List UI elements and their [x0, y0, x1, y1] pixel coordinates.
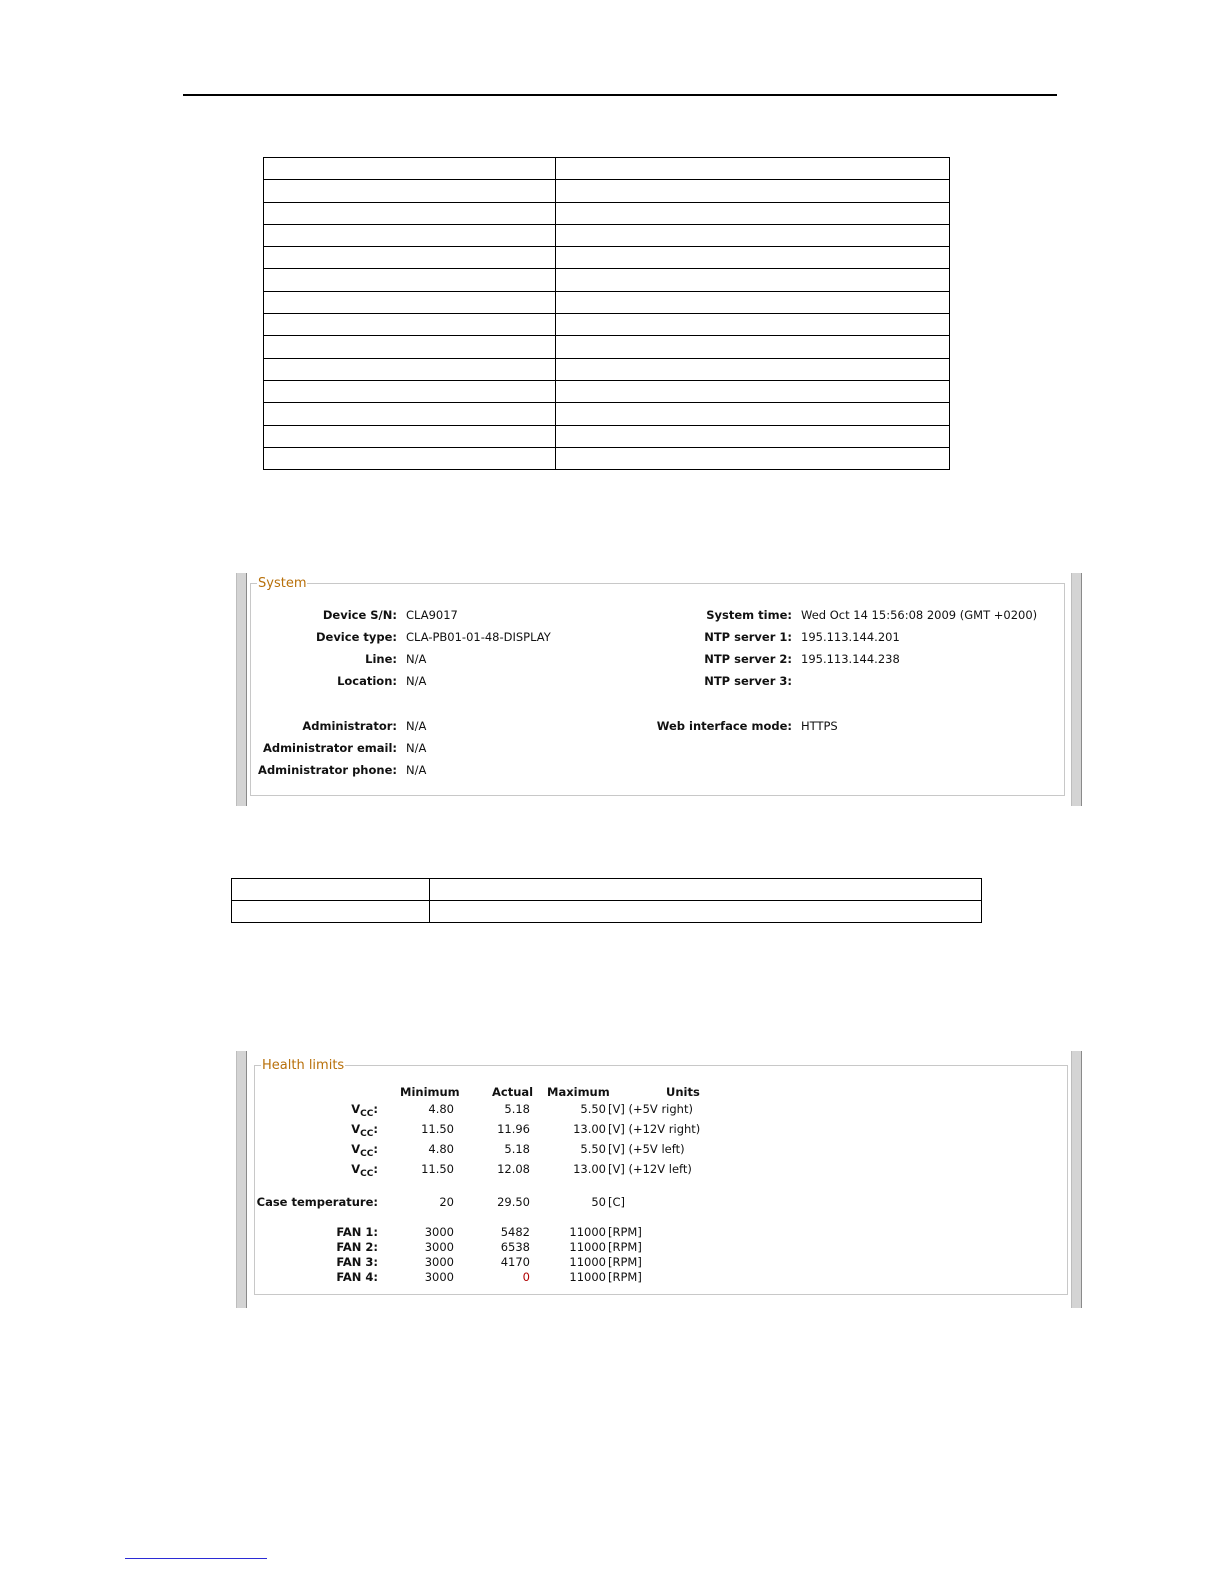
actual-value: 0 — [522, 1270, 530, 1284]
field-value: 195.113.144.238 — [801, 652, 900, 666]
table-row — [264, 314, 950, 336]
header-units: Units — [666, 1085, 700, 1099]
actual-value: 6538 — [500, 1240, 530, 1254]
maximum-value: 50 — [591, 1195, 606, 1209]
table-cell — [556, 269, 950, 291]
table-cell — [264, 425, 556, 447]
actual-value: 11.96 — [497, 1122, 530, 1136]
blank-table-1 — [263, 157, 950, 470]
actual-value: 5482 — [500, 1225, 530, 1239]
table-cell — [556, 447, 950, 469]
blank-table-2 — [231, 878, 982, 923]
table-cell — [556, 425, 950, 447]
table-cell — [264, 158, 556, 180]
table-row — [264, 269, 950, 291]
health-legend: Health limits — [262, 1058, 345, 1073]
field-label: Location: — [337, 674, 397, 688]
table-row — [264, 403, 950, 425]
table-cell — [556, 358, 950, 380]
header-maximum: Maximum — [547, 1085, 610, 1099]
unit-label: [RPM] — [608, 1225, 642, 1239]
table-cell — [556, 336, 950, 358]
unit-label: [V] (+12V left) — [608, 1162, 692, 1176]
table-cell — [264, 224, 556, 246]
table-cell — [264, 202, 556, 224]
field-label: Administrator phone: — [258, 763, 397, 777]
table-cell — [556, 314, 950, 336]
unit-label: [RPM] — [608, 1255, 642, 1269]
table-cell — [264, 314, 556, 336]
actual-value: 29.50 — [497, 1195, 530, 1209]
maximum-value: 11000 — [569, 1270, 606, 1284]
field-value: HTTPS — [801, 719, 838, 733]
field-value: N/A — [406, 741, 427, 755]
maximum-value: 13.00 — [573, 1162, 606, 1176]
minimum-value: 3000 — [424, 1240, 454, 1254]
field-value: 195.113.144.201 — [801, 630, 900, 644]
minimum-value: 4.80 — [428, 1102, 454, 1116]
minimum-value: 3000 — [424, 1225, 454, 1239]
minimum-value: 11.50 — [421, 1122, 454, 1136]
footnote-link-rule — [125, 1558, 267, 1559]
table-row — [264, 247, 950, 269]
minimum-value: 11.50 — [421, 1162, 454, 1176]
table-cell — [264, 291, 556, 313]
table-cell — [556, 224, 950, 246]
table-cell — [264, 403, 556, 425]
unit-label: [V] (+5V right) — [608, 1102, 693, 1116]
field-label: Line: — [365, 652, 397, 666]
field-value: N/A — [406, 719, 427, 733]
table-cell — [264, 447, 556, 469]
actual-value: 5.18 — [504, 1102, 530, 1116]
table-cell — [556, 158, 950, 180]
minimum-value: 4.80 — [428, 1142, 454, 1156]
unit-label: [C] — [608, 1195, 626, 1209]
fan-label: FAN 1: — [336, 1225, 378, 1239]
table-cell — [264, 247, 556, 269]
field-value: Wed Oct 14 15:56:08 2009 (GMT +0200) — [801, 608, 1038, 622]
field-label: Device S/N: — [322, 608, 397, 622]
vcc-label: $V_{CC}$: — [351, 1122, 378, 1139]
field-label: Web interface mode: — [656, 719, 792, 733]
field-value: N/A — [406, 674, 427, 688]
table-row — [264, 291, 950, 313]
vcc-label: $V_{CC}$: — [351, 1102, 378, 1119]
table-cell — [556, 247, 950, 269]
table-cell — [264, 269, 556, 291]
health-panel — [236, 1051, 1082, 1308]
table-cell — [264, 336, 556, 358]
unit-label: [RPM] — [608, 1240, 642, 1254]
table-row — [232, 901, 982, 923]
maximum-value: 5.50 — [580, 1102, 606, 1116]
fan-label: FAN 4: — [336, 1270, 378, 1284]
actual-value: 5.18 — [504, 1142, 530, 1156]
header-actual: Actual — [492, 1085, 534, 1099]
table-cell — [556, 202, 950, 224]
table-row — [264, 202, 950, 224]
field-value: N/A — [406, 652, 427, 666]
fan-label: FAN 2: — [336, 1240, 378, 1254]
field-value: N/A — [406, 763, 427, 777]
panel-left-bar — [236, 573, 247, 806]
vcc-label: $V_{CC}$: — [351, 1162, 378, 1179]
table-cell — [556, 180, 950, 202]
field-label: Administrator email: — [262, 741, 397, 755]
system-panel — [236, 573, 1082, 806]
header-minimum: Minimum — [400, 1085, 460, 1099]
actual-value: 12.08 — [497, 1162, 530, 1176]
field-label: NTP server 3: — [704, 674, 792, 688]
panel-left-bar — [236, 1051, 247, 1308]
system-legend: System — [258, 576, 307, 591]
panel-right-bar — [1071, 573, 1082, 806]
table-cell — [264, 180, 556, 202]
table-row — [264, 425, 950, 447]
actual-value: 4170 — [500, 1255, 530, 1269]
table-row — [264, 180, 950, 202]
case-temperature-label: Case temperature: — [256, 1195, 378, 1209]
table-row — [264, 358, 950, 380]
table-cell — [556, 403, 950, 425]
maximum-value: 11000 — [569, 1225, 606, 1239]
unit-label: [RPM] — [608, 1270, 642, 1284]
maximum-value: 11000 — [569, 1255, 606, 1269]
field-value: CLA-PB01-01-48-DISPLAY — [406, 630, 551, 644]
field-label: System time: — [706, 608, 792, 622]
table-cell — [556, 380, 950, 402]
table-row — [264, 336, 950, 358]
field-label: NTP server 2: — [704, 652, 792, 666]
table-cell — [556, 291, 950, 313]
minimum-value: 3000 — [424, 1270, 454, 1284]
vcc-label: $V_{CC}$: — [351, 1142, 378, 1159]
maximum-value: 11000 — [569, 1240, 606, 1254]
minimum-value: 3000 — [424, 1255, 454, 1269]
maximum-value: 5.50 — [580, 1142, 606, 1156]
field-label: Administrator: — [302, 719, 397, 733]
table-row — [264, 447, 950, 469]
field-value: CLA9017 — [406, 608, 458, 622]
minimum-value: 20 — [439, 1195, 454, 1209]
table-row — [232, 879, 982, 901]
unit-label: [V] (+5V left) — [608, 1142, 685, 1156]
table-row — [264, 380, 950, 402]
maximum-value: 13.00 — [573, 1122, 606, 1136]
table-row — [264, 158, 950, 180]
header-rule — [183, 94, 1057, 96]
unit-label: [V] (+12V right) — [608, 1122, 701, 1136]
table-row — [264, 224, 950, 246]
table-cell — [264, 358, 556, 380]
panel-right-bar — [1071, 1051, 1082, 1308]
table-cell — [264, 380, 556, 402]
field-label: Device type: — [315, 630, 397, 644]
field-label: NTP server 1: — [704, 630, 792, 644]
fan-label: FAN 3: — [336, 1255, 378, 1269]
